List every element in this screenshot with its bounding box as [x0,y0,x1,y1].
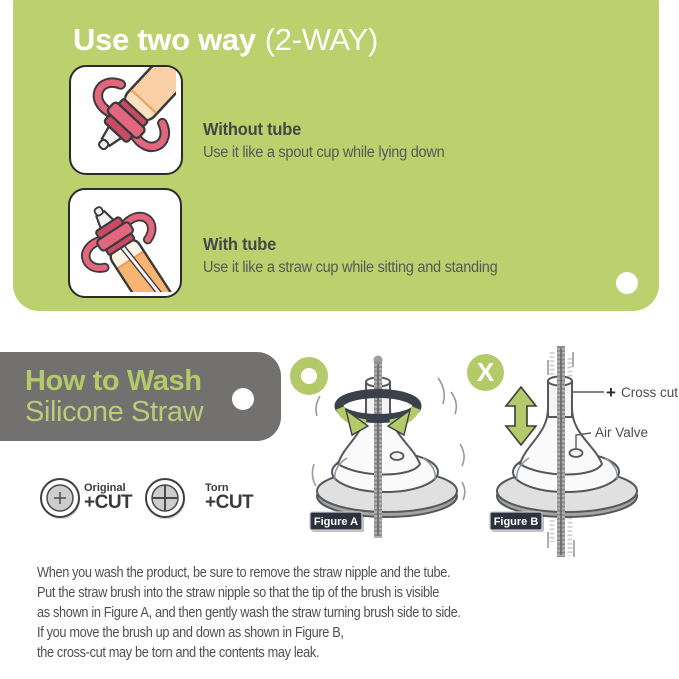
figure-a-badge-label: Figure A [313,516,359,528]
original-cut-icon [39,477,81,519]
with-tube-label [203,234,497,277]
paragraph-line: When you wash the product, be sure to remove the straw nipple and the tube. [37,564,451,581]
torn-cut-text: +CUT [205,492,254,513]
decorative-dot [232,388,254,410]
original-cut-label [84,483,132,512]
original-label: Original [84,482,126,494]
wash-banner-line1: How to Wash [25,365,202,397]
cross-cut-plus: + [606,383,616,402]
bottle-spout-illustration [71,67,176,168]
without-tube-heading: Without tube [203,119,302,139]
decorative-dot [616,272,638,294]
with-tube-heading: With tube [203,234,277,254]
wash-banner-line2: Silicone Straw [25,396,204,428]
bottle-straw-illustration [70,190,175,292]
figure-b-badge-label: Figure B [493,516,539,528]
page-title [73,22,378,58]
title-suffix: (2-WAY) [264,22,379,57]
bottle-group [71,67,176,168]
torn-cut-label [205,483,253,512]
original-cut-text: +CUT [84,492,133,513]
wash-banner [0,352,281,441]
with-tube-description: Use it like a straw cup while sitting and standing [203,259,498,276]
torn-cut-icon [144,477,186,519]
without-tube-label [203,119,444,162]
air-valve-hole [570,449,583,457]
wash-instructions-paragraph [37,563,530,663]
up-down-arrow [506,387,536,445]
illustration-card-with-tube [68,188,182,298]
figure-b-badge [490,512,544,532]
figure-a-badge [310,512,364,532]
cross-cut-callout [572,383,678,402]
two-way-panel [13,0,659,311]
straw-brush [374,356,383,539]
paragraph-line: the cross-cut may be torn and the contents may leak. [37,643,320,661]
paragraph-line: Put the straw brush into the straw nipple so that the tip of the brush is visible [37,583,439,601]
air-valve-hole [391,452,404,460]
paragraph-line: If you move the brush up and down as shown in Figure B, [37,623,344,641]
without-tube-description: Use it like a spout cup while lying down [203,144,445,161]
x-glyph: X [476,357,495,387]
paragraph-line: as shown in Figure A, and then gently wash the straw turning brush side to side. [37,603,461,621]
air-valve-label: Air Valve [595,425,649,440]
figure-b-illustration [480,342,679,572]
cross-cut-label: Cross cut [621,385,679,400]
torn-label: Torn [205,482,229,494]
bottle-group [70,190,175,292]
illustration-card-without-tube [69,65,183,175]
figure-a-illustration [300,348,475,553]
title-main: Use two way [73,22,256,57]
